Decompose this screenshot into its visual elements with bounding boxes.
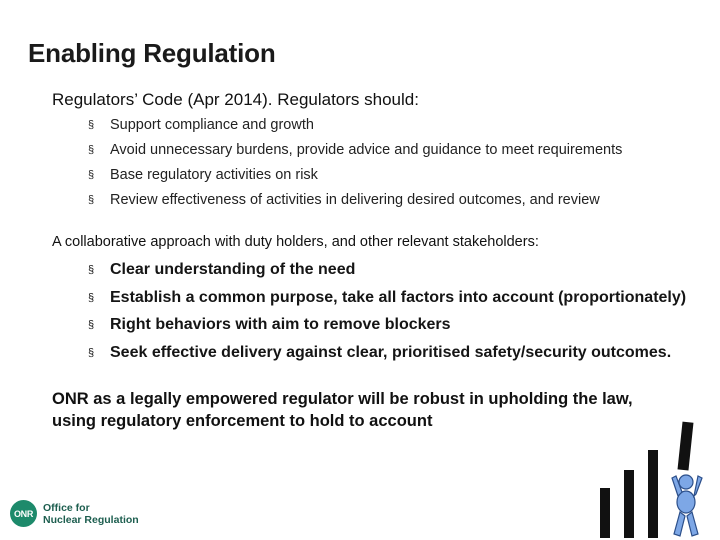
regulators-code-heading: Regulators’ Code (Apr 2014). Regulators should: — [52, 90, 419, 109]
bar-icon — [648, 450, 658, 538]
logo-line: Nuclear Regulation — [43, 513, 139, 526]
list-item — [88, 116, 622, 141]
list-item-text: Clear understanding of the need — [110, 261, 356, 278]
onr-logo — [10, 500, 139, 527]
bar-icon — [678, 422, 694, 471]
list-item — [88, 166, 622, 191]
conclusion-line: ONR as a legally empowered regulator will be robust in upholding the law, — [52, 390, 633, 408]
bullet-icon: § — [88, 194, 95, 206]
logo-line: Office for — [43, 501, 90, 514]
onr-logo-mark: ONR — [10, 500, 37, 527]
list-item-text: Right behaviors with aim to remove blockers — [110, 316, 451, 333]
list-item — [88, 191, 622, 216]
list-item — [88, 343, 686, 371]
bar-icon — [600, 488, 610, 538]
bullet-icon: § — [88, 319, 95, 331]
collaborative-approach-heading: A collaborative approach with duty holders, and other relevant stakeholders: — [52, 234, 539, 250]
slide-title: Enabling Regulation — [28, 38, 276, 68]
collaborative-approach-list — [88, 260, 686, 370]
conclusion-line: using regulatory enforcement to hold to account — [52, 412, 433, 430]
bullet-icon: § — [88, 264, 95, 276]
bullet-icon: § — [88, 346, 95, 359]
bar-chart-figure-icon — [590, 418, 710, 540]
bullet-icon: § — [88, 169, 95, 181]
list-item-text: Support compliance and growth — [110, 117, 314, 133]
person-figure-icon — [672, 475, 702, 536]
onr-logo-text — [43, 502, 139, 526]
bullet-icon: § — [88, 144, 95, 156]
regulators-code-list — [88, 116, 622, 216]
list-item — [88, 260, 686, 288]
list-item — [88, 315, 686, 343]
list-item-text: Seek effective delivery against clear, prioritised safety/security outcomes. — [110, 343, 672, 361]
list-item-text: Base regulatory activities on risk — [110, 167, 318, 183]
bullet-icon: § — [88, 291, 95, 304]
bullet-icon: § — [88, 119, 95, 131]
list-item — [88, 141, 622, 166]
list-item — [88, 288, 686, 316]
list-item-text: Review effectiveness of activities in delivering desired outcomes, and review — [110, 192, 600, 208]
list-item-text: Avoid unnecessary burdens, provide advice and guidance to meet requirements — [110, 142, 623, 158]
bar-icon — [624, 470, 634, 538]
list-item-text: Establish a common purpose, take all factors into account (proportionately) — [110, 288, 687, 306]
